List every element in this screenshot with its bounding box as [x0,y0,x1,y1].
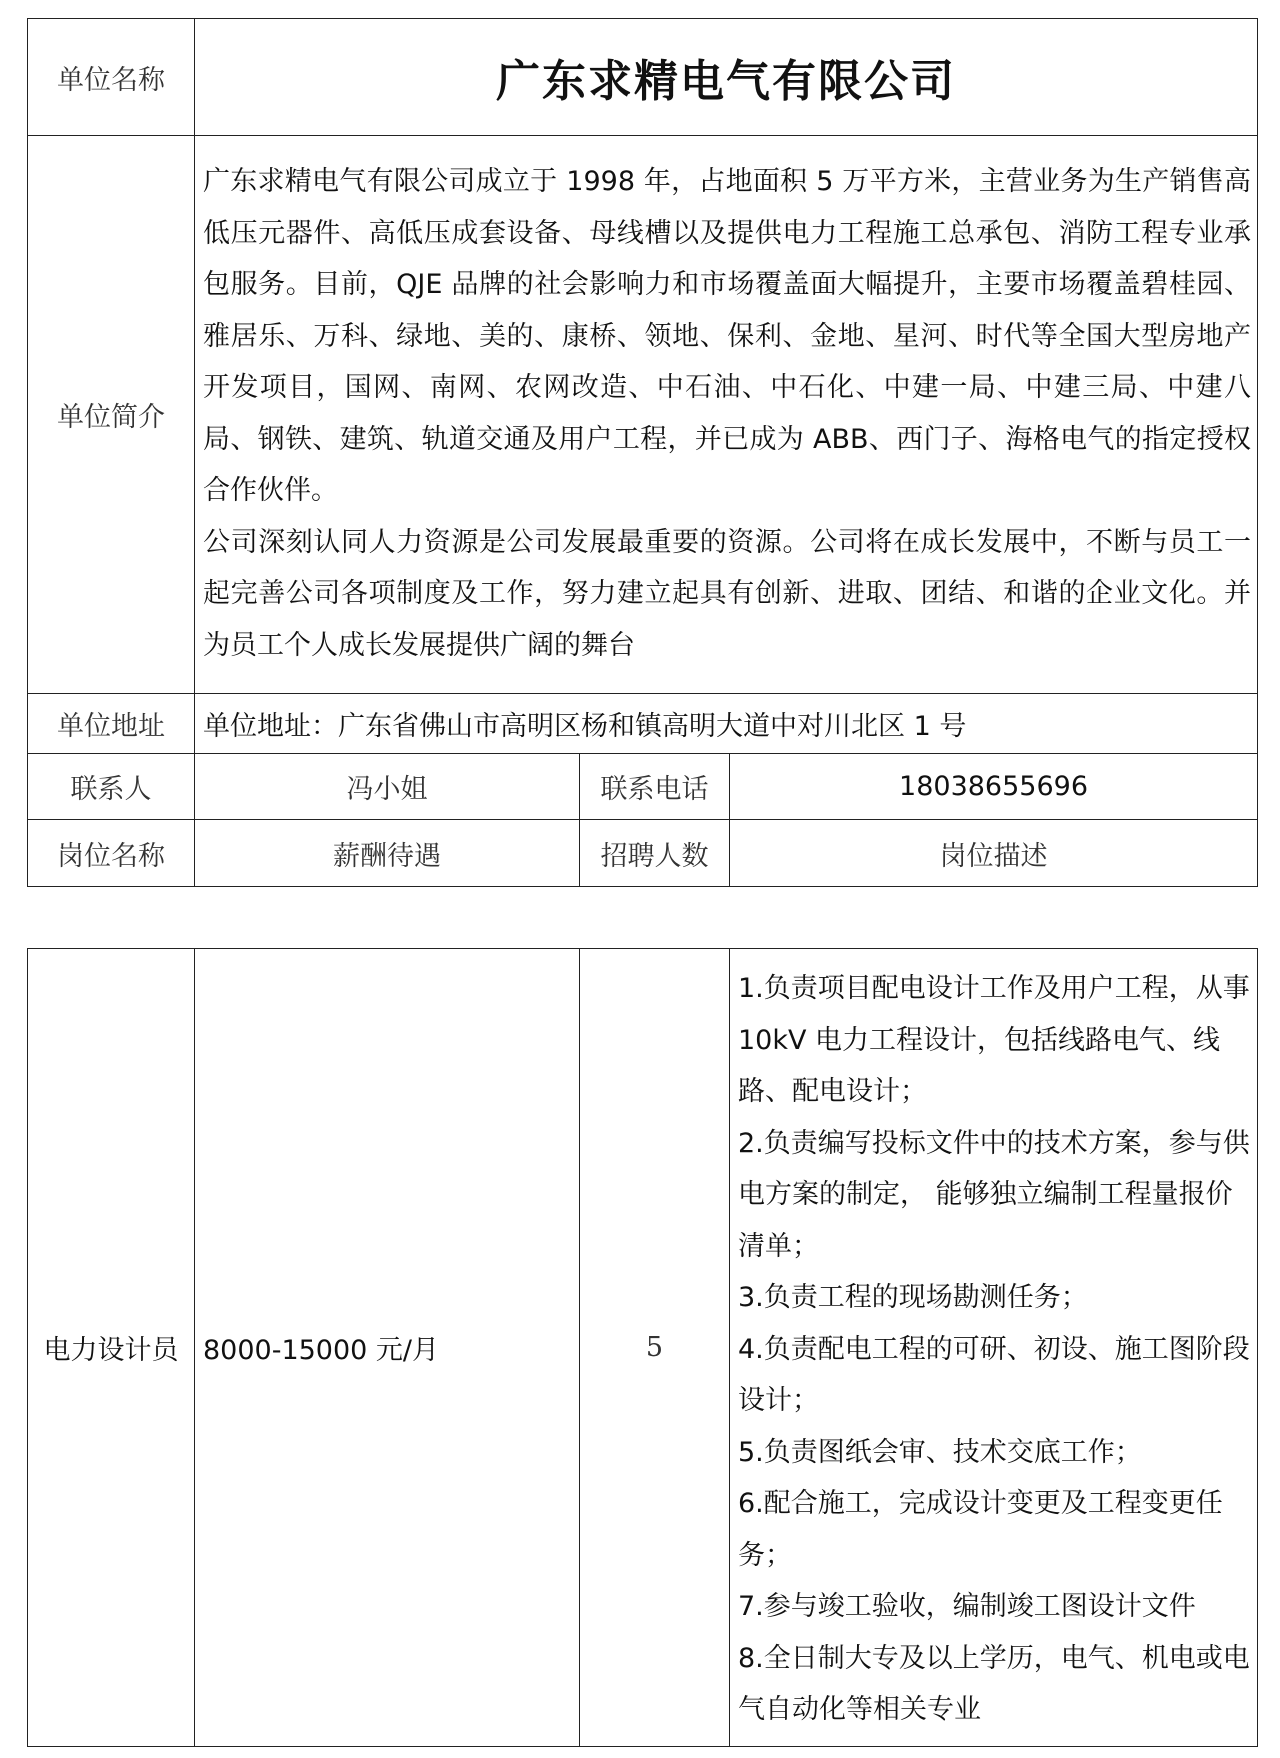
contact-label: 联系人 [28,754,195,820]
salary-header: 薪酬待遇 [195,820,580,887]
company-name-row [28,19,1258,136]
job-salary: 8000-15000 元/月 [195,949,580,1747]
duty-item: 5.负责图纸会审、技术交底工作； [738,1436,1142,1468]
company-address-label: 单位地址 [28,694,195,754]
company-intro-label: 单位简介 [28,136,195,694]
phone-number: 18038655696 [730,754,1258,820]
job-header-row [28,820,1258,887]
job-duties [730,949,1258,1747]
job-position: 电力设计员 [28,949,195,1747]
company-name-label: 单位名称 [28,19,195,136]
company-address-row [28,694,1258,754]
intro-paragraph-2: 公司深刻认同人力资源是公司发展最重要的资源。公司将在成长发展中，不断与员工一起完善公司各项制度及工作，努力建立起具有创新、进取、团结、和谐的企业文化。并为员工个人成长发展提供广阔的舞台 [203,526,1252,661]
duty-item: 4.负责配电工程的可研、初设、施工图阶段设计； [738,1333,1250,1416]
position-header: 岗位名称 [28,820,195,887]
duty-item: 7.参与竣工验收，编制竣工图设计文件 [738,1591,1196,1622]
description-header: 岗位描述 [730,820,1258,887]
contact-name: 冯小姐 [195,754,580,820]
job-headcount: 5 [580,949,730,1747]
duty-item: 3.负责工程的现场勘测任务； [738,1282,1088,1313]
duty-item: 1.负责项目配电设计工作及用户工程，从事 10kV 电力工程设计，包括线路电气、线路、配电设计； [738,973,1250,1107]
duty-item: 6.配合施工，完成设计变更及工程变更任务； [738,1488,1223,1571]
intro-paragraph-1: 广东求精电气有限公司成立于 1998 年，占地面积 5 万平方米，主营业务为生产销售高低压元器件、高低压成套设备、母线槽以及提供电力工程施工总承包、消防工程专业承包服务。目前，QJE 品牌的社会影响力和市场覆盖面大幅提升，主要市场覆盖碧桂园、雅居乐、万科、绿地、美的、康桥、领地、保利、金地、星河、时代等全国大型房地产开发项目，国网、南网、农网改造、中石油、中石化、中建一局、中建三局、中建八局、钢铁、建筑、轨道交通及用户工程，并已成为 ABB、西门子、海格电气的指定授权合作伙伴。 [203,166,1252,506]
job-table [27,948,1258,1747]
phone-label: 联系电话 [580,754,730,820]
company-intro [195,136,1258,694]
duty-item: 2.负责编写投标文件中的技术方案，参与供电方案的制定， 能够独立编制工程量报价清单； [738,1127,1250,1262]
contact-row [28,754,1258,820]
company-intro-row [28,136,1258,694]
duty-item: 8.全日制大专及以上学历，电气、机电或电气自动化等相关专业 [738,1642,1250,1725]
company-info-table [27,18,1258,887]
company-name: 广东求精电气有限公司 [195,19,1258,136]
job-row [28,949,1258,1747]
company-address: 单位地址：广东省佛山市高明区杨和镇高明大道中对川北区 1 号 [195,694,1258,754]
headcount-header: 招聘人数 [580,820,730,887]
